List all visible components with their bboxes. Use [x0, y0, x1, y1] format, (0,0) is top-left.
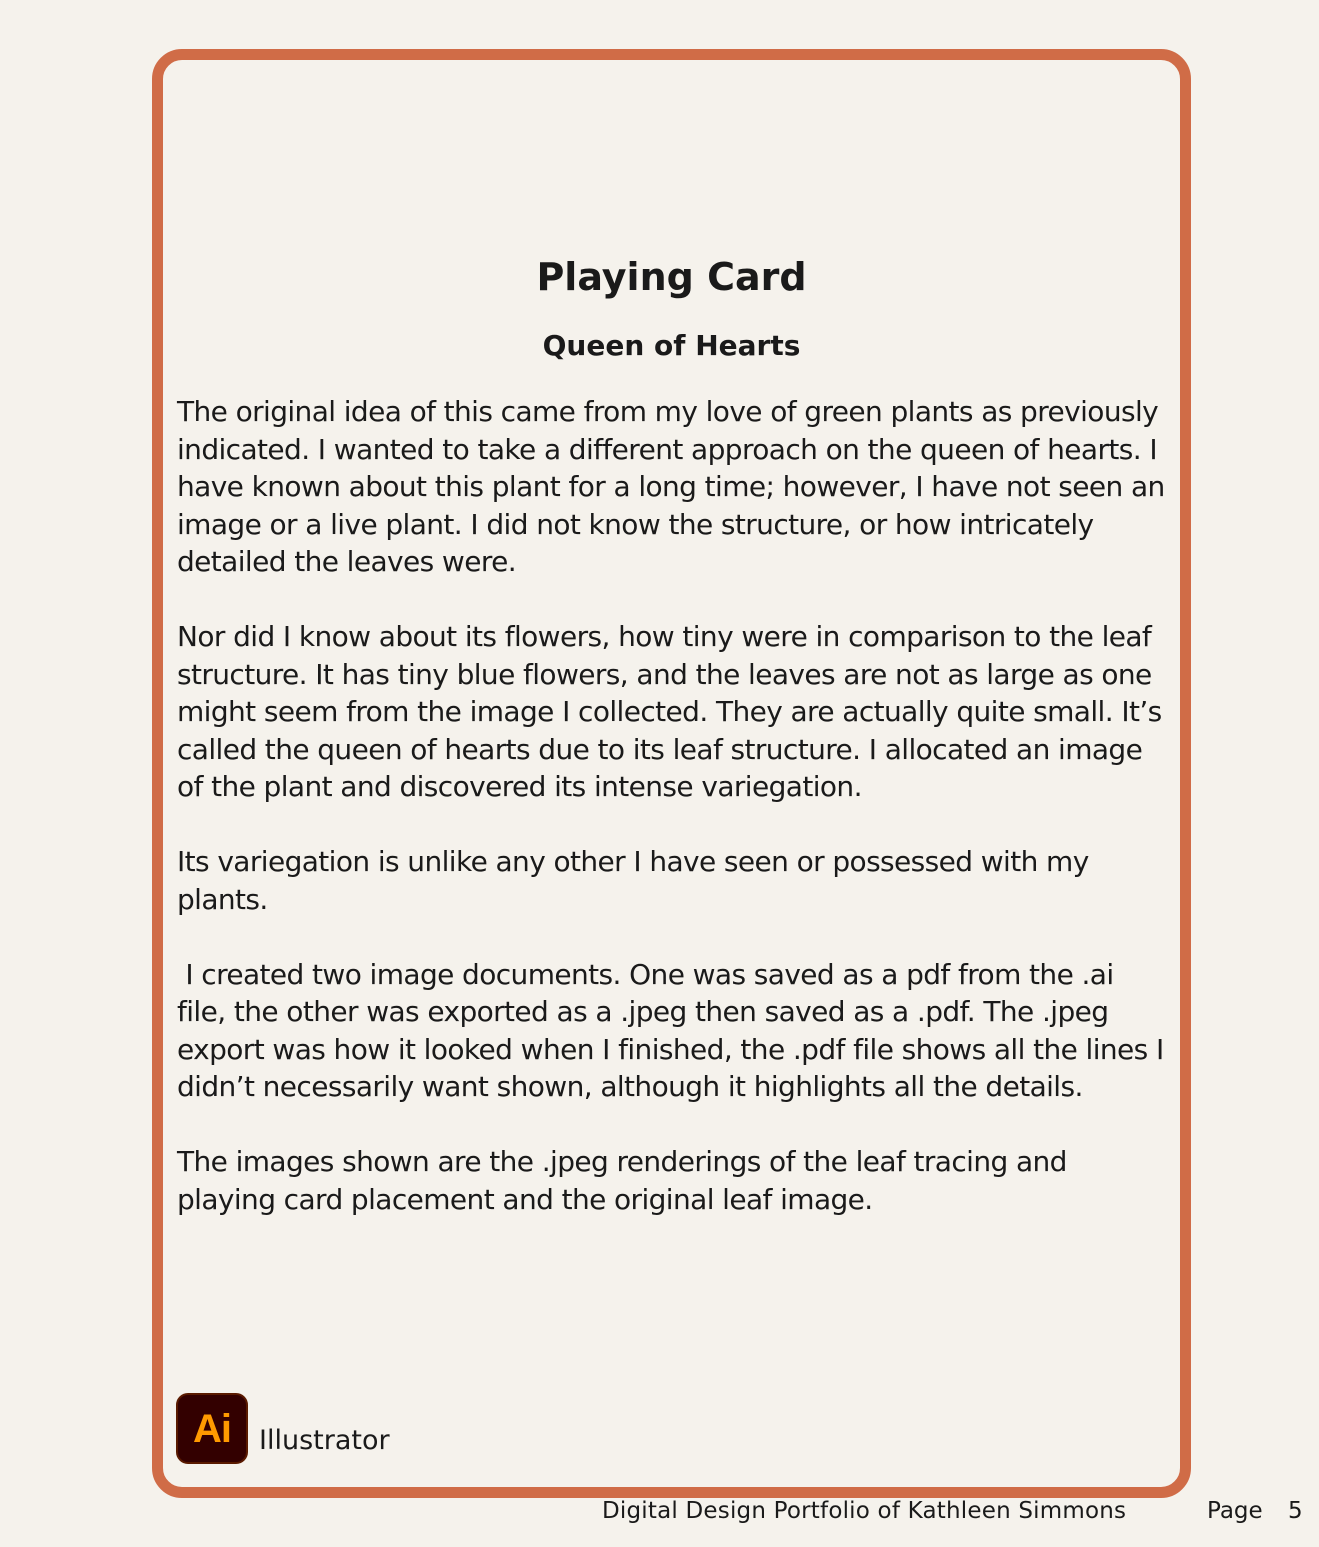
paragraph-3: Its variegation is unlike any other I have seen or possessed with my plants. — [177, 845, 1098, 916]
paragraph-5: The images shown are the .jpeg renderings of the leaf tracing and playing card placement and the original leaf image. — [177, 1145, 1076, 1216]
paragraph-4: I created two image documents. One was saved as a pdf from the .ai file, the other was exported as a .jpeg then saved as a .pdf. The .jpeg export was how it looked when I finished, the .pdf file shows all the lines I didn’t necessarily want shown, although it highlights all the details. — [177, 957, 1172, 1103]
page-subtitle: Queen of Hearts — [542, 329, 801, 362]
page-number: 5 — [1288, 1498, 1303, 1524]
body-text — [177, 393, 1173, 1256]
logo-text: Ai — [193, 1406, 231, 1451]
page-label: Page — [1207, 1498, 1263, 1524]
app-name: Illustrator — [259, 1425, 390, 1456]
footer-text: Digital Design Portfolio of Kathleen Simmons — [602, 1498, 1127, 1524]
paragraph-2: Nor did I know about its flowers, how tiny were in comparison to the leaf structure. It has tiny blue flowers, and the leaves are not as large as one might seem from the image I collected. They are actually quite small. It’s called the queen of hearts due to its leaf structure. I allocated an image of the plant and discovered its intense variegation. — [177, 620, 1170, 803]
paragraph-1: The original idea of this came from my love of green plants as previously indicated. I wanted to take a different approach on the queen of hearts. I have known about this plant for a long time; however, I have not seen an image or a live plant. I did not know the structure, or how intricately detailed the leaves were. — [177, 395, 1173, 578]
illustrator-logo-icon — [176, 1393, 248, 1464]
page-title: Playing Card — [536, 255, 807, 299]
